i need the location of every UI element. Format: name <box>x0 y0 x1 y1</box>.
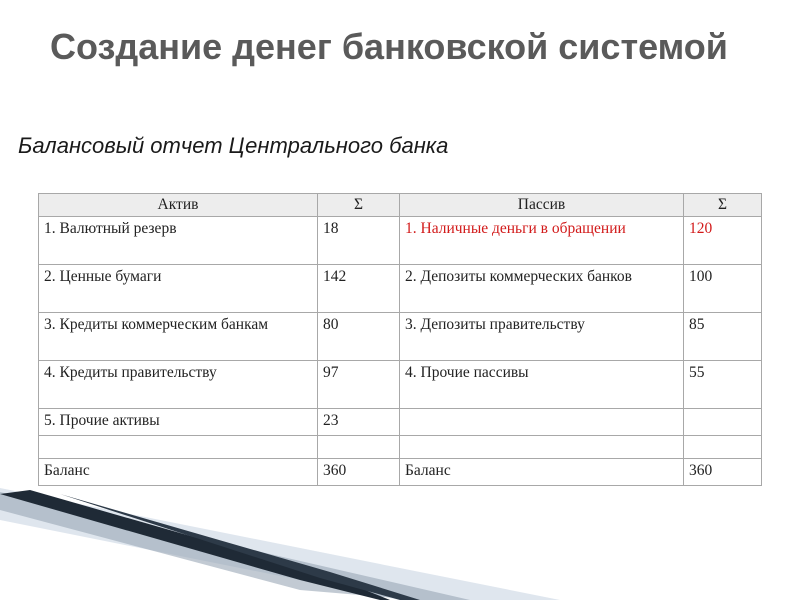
liability-sum-cell: 85 <box>684 313 762 361</box>
asset-total-label: Баланс <box>39 459 318 486</box>
asset-sum-cell: 80 <box>318 313 400 361</box>
table-header-row <box>39 194 762 217</box>
header-asset-sum: Σ <box>318 194 400 217</box>
asset-sum-cell: 97 <box>318 361 400 409</box>
asset-cell: 4. Кредиты правительству <box>39 361 318 409</box>
asset-cell: 2. Ценные бумаги <box>39 265 318 313</box>
liability-cell: 1. Наличные деньги в обращении <box>400 217 684 265</box>
header-liability: Пассив <box>400 194 684 217</box>
table-row <box>39 313 762 361</box>
liability-cell: 2. Депозиты коммерческих банков <box>400 265 684 313</box>
liability-cell: 3. Депозиты правительству <box>400 313 684 361</box>
balance-sheet-table <box>38 193 762 486</box>
decorative-swoosh <box>0 480 800 600</box>
table-row <box>39 409 762 436</box>
slide-title: Создание денег банковской системой <box>50 26 728 67</box>
table-row <box>39 361 762 409</box>
slide-subtitle: Балансовый отчет Центрального банка <box>18 133 449 158</box>
liability-sum-cell: 100 <box>684 265 762 313</box>
header-asset: Актив <box>39 194 318 217</box>
liability-sum-cell <box>684 409 762 436</box>
asset-sum-cell: 142 <box>318 265 400 313</box>
asset-sum-cell <box>318 436 400 459</box>
asset-sum-cell: 18 <box>318 217 400 265</box>
liability-sum-cell: 55 <box>684 361 762 409</box>
asset-cell: 1. Валютный резерв <box>39 217 318 265</box>
asset-cell: 3. Кредиты коммерческим банкам <box>39 313 318 361</box>
liability-sum-cell: 120 <box>684 217 762 265</box>
liability-sum-cell <box>684 436 762 459</box>
table-row <box>39 217 762 265</box>
liability-cell: 4. Прочие пассивы <box>400 361 684 409</box>
asset-total-sum: 360 <box>318 459 400 486</box>
liability-cell <box>400 409 684 436</box>
table-row-empty <box>39 436 762 459</box>
liability-cell <box>400 436 684 459</box>
liability-total-label: Баланс <box>400 459 684 486</box>
header-liability-sum: Σ <box>684 194 762 217</box>
asset-sum-cell: 23 <box>318 409 400 436</box>
table-row <box>39 265 762 313</box>
asset-cell <box>39 436 318 459</box>
liability-total-sum: 360 <box>684 459 762 486</box>
asset-cell: 5. Прочие активы <box>39 409 318 436</box>
